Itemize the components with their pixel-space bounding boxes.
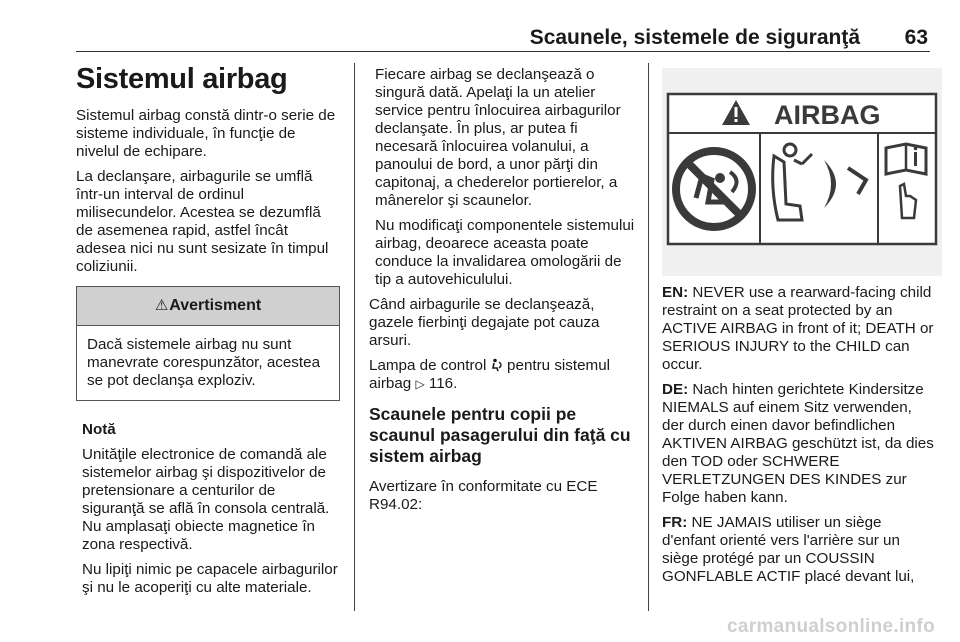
left-column <box>76 62 340 604</box>
english-warning <box>662 284 934 374</box>
lang-code-en: EN: <box>662 284 689 301</box>
section-title: Sistemul airbag <box>76 63 288 95</box>
middle-column <box>369 66 637 521</box>
header-rule <box>76 51 930 52</box>
ece-paragraph: Avertizare în conformitate cu ECE R94.02: <box>369 478 598 513</box>
lang-code-de: DE: <box>662 381 689 398</box>
french-warning <box>662 514 934 586</box>
lamp-prefix: Lampa de control <box>369 357 487 374</box>
warning-text: Dacă sistemele airbag nu sunt manevrate corespunzător, acestea se pot declanşa exploziv. <box>87 336 321 389</box>
replacement-paragraph: Fiecare airbag se declanşează o singură dată. Apelaţi la un atelier service pentru înlocuirea airbagurilor declanşate. În plus, ar putea fi necesară înlocuirea volanului, a panoului de bord, a unor părţi din capitonaj, a chederelor portierelor, a mânerelor şi scaunelor. <box>375 66 621 209</box>
running-header-title: Scaunele, sistemele de siguranţă <box>529 26 860 49</box>
reference-page-link[interactable]: 116. <box>428 375 458 392</box>
note-text-1: Unităţile electronice de comandă ale sistemelor airbag şi dispozitivelor de pretensionare a centurilor de siguranţă se află în consola centrală. Nu amplasaţi obiecte magnetice în zona respectivă. <box>82 446 330 553</box>
airbag-warning-label-figure <box>662 68 942 276</box>
airbag-lamp-icon <box>491 358 507 374</box>
subsection-title: Scaunele pentru copii pe scaunul pasagerului din faţă cu sistem airbag <box>369 404 631 466</box>
control-lamp-paragraph <box>369 357 637 393</box>
right-column <box>662 68 934 593</box>
note-text-2: Nu lipiţi nimic pe capacele airbagurilor şi nu le acoperiţi cu alte materiale. <box>82 561 338 596</box>
modification-paragraph: Nu modificaţi componentele sistemului airbag, deoarece aceasta poate conduce la invalidarea omologării de tip a autovehiculului. <box>375 217 635 288</box>
note-title: Notă <box>82 421 116 438</box>
watermark: carmanualsonline.info <box>727 616 935 637</box>
deployment-paragraph: La declanşare, airbagurile se umflă într-un interval de ordinul milisecundelor. Acestea se dezumflă de asemenea rapid, astfel încât adesea nici nu sunt sesizate în timpul coliziunii. <box>76 168 329 275</box>
french-warning-text: NE JAMAIS utiliser un siège d'enfant orienté vers l'arrière sur un siège protégé par un COUSSIN GONFLABLE ACTIF placé devant lui, <box>662 514 915 585</box>
burn-paragraph: Când airbagurile se declanşează, gazele fierbinţi degajate pot cauza arsuri. <box>369 296 600 349</box>
middle-indented-block <box>369 66 637 289</box>
page-number: 63 <box>904 26 928 49</box>
german-warning-text: Nach hinten gerichtete Kindersitze NIEMALS auf einem Sitz verwenden, der durch einen davor befindlichen AKTIVEN AIRBAG geschützt ist, da dies den TOD oder SCHWERE VERLETZUNGEN DES KINDES zur Folge haben kann. <box>662 381 934 506</box>
column-divider-left <box>354 63 355 611</box>
english-warning-text: NEVER use a rearward-facing child restraint on a seat protected by an ACTIVE AIRBAG in front of it; DEATH or SERIOUS INJURY to the CHILD can occur. <box>662 284 934 373</box>
warning-triangle-icon: ⚠ <box>154 297 169 314</box>
warning-header <box>77 287 339 326</box>
lang-code-fr: FR: <box>662 514 688 531</box>
column-divider-right <box>648 63 649 611</box>
warning-title: Avertisment <box>169 297 262 314</box>
warning-box <box>76 286 340 401</box>
airbag-label-word: AIRBAG <box>774 100 881 130</box>
intro-paragraph: Sistemul airbag constă dintr-o serie de sisteme individuale, în funcţie de nivelul de echipare. <box>76 107 336 160</box>
airbag-label-svg <box>662 68 942 276</box>
reference-arrow-icon[interactable]: ▷ <box>415 377 425 391</box>
lamp-suffix: pentru sistemul airbag <box>369 357 611 392</box>
german-warning <box>662 381 934 507</box>
note-block <box>76 421 340 597</box>
